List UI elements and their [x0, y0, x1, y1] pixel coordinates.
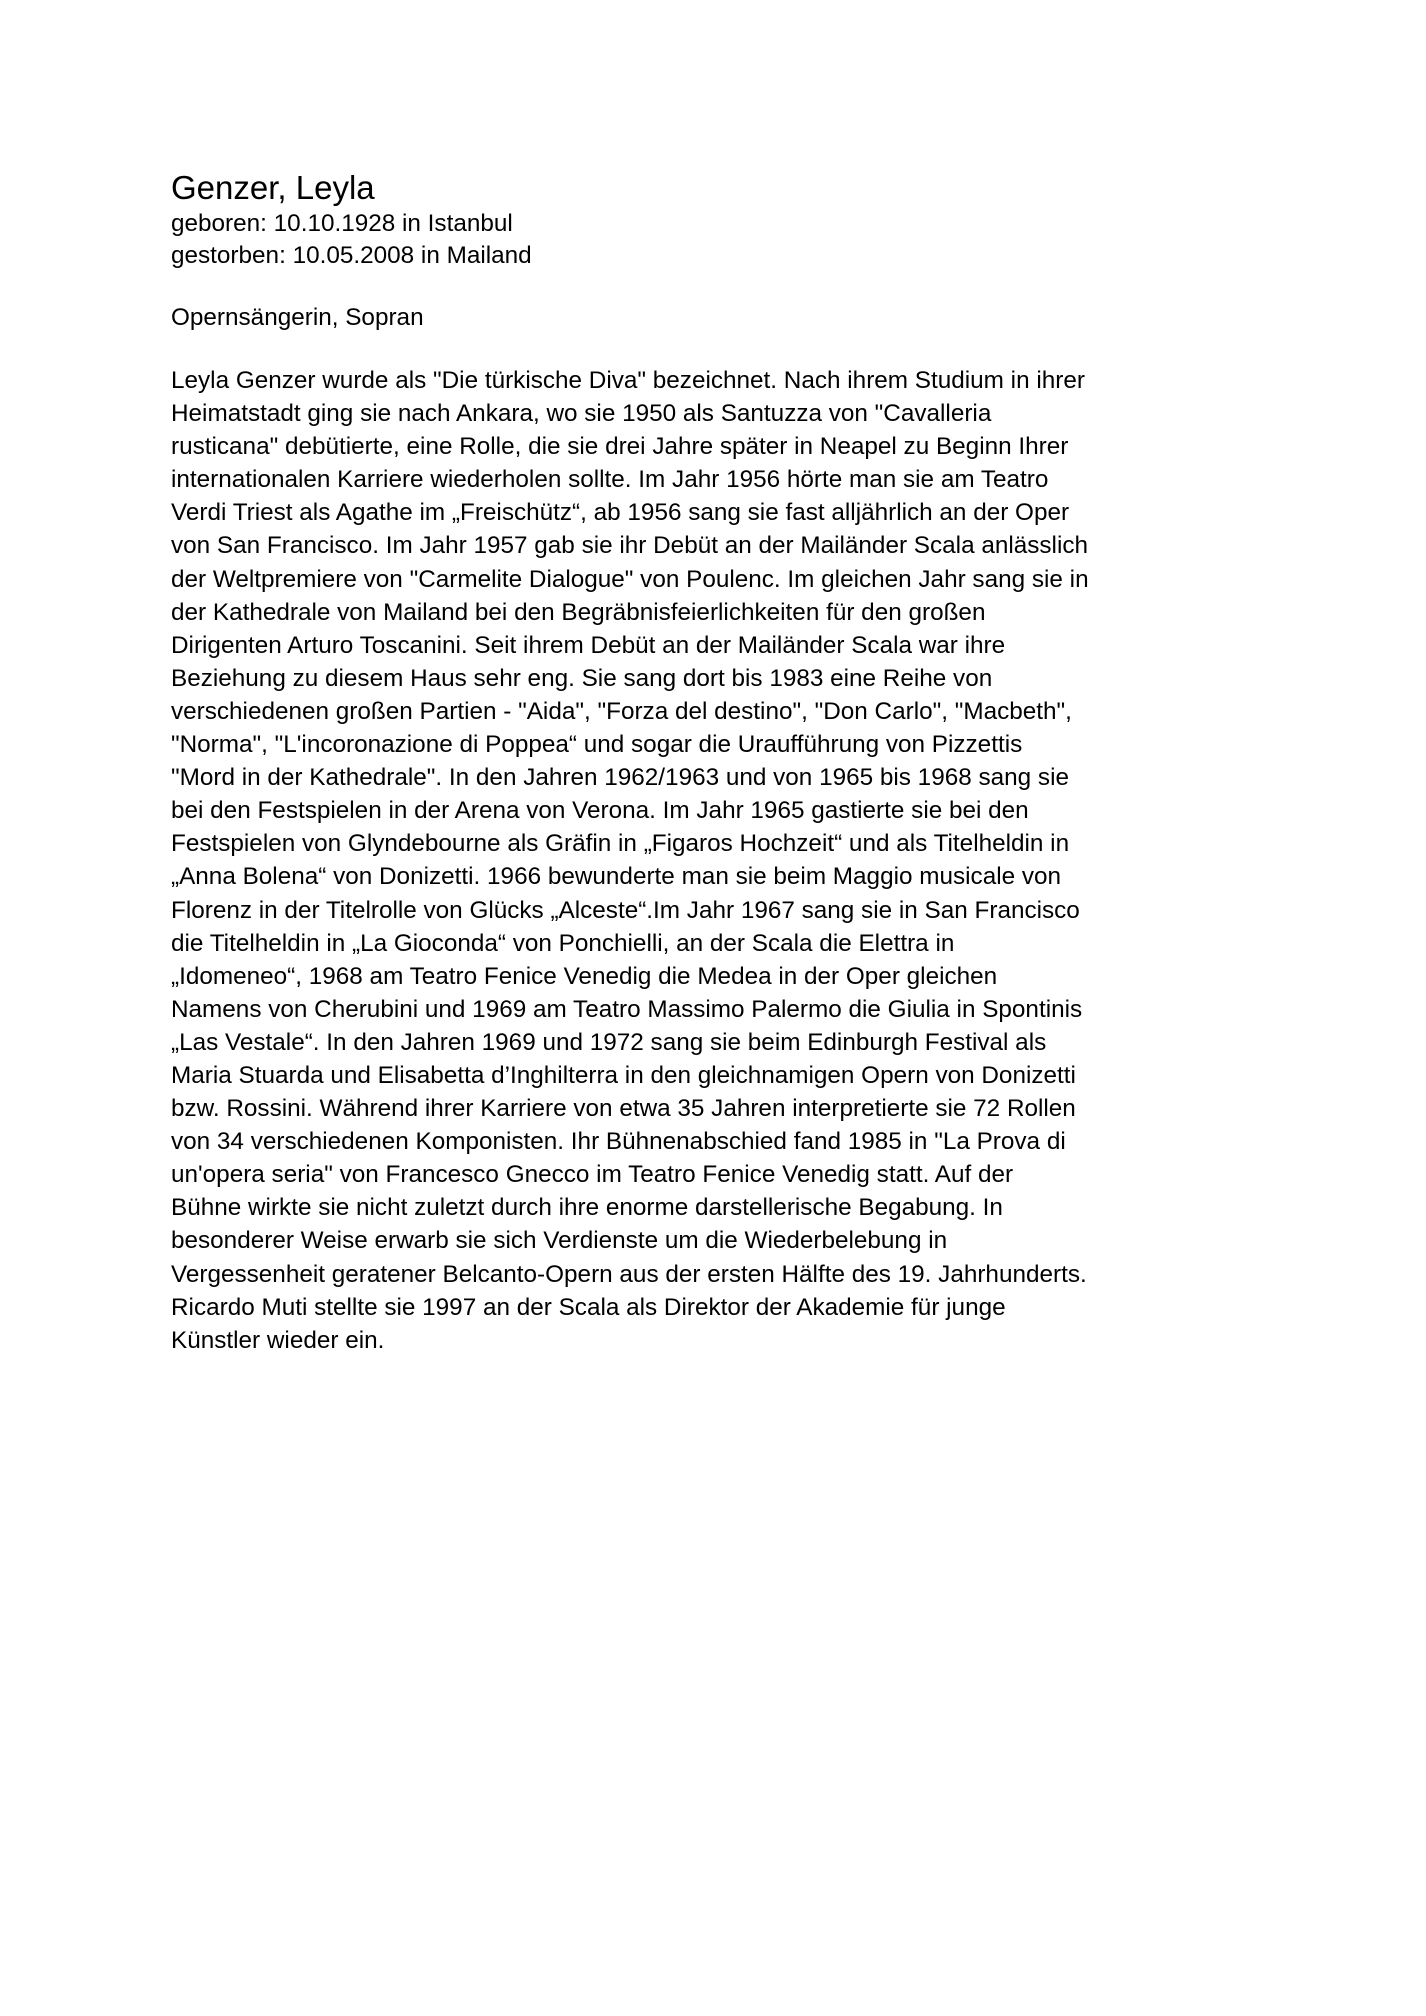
- biography-line: besonderer Weise erwarb sie sich Verdienste um die Wiederbelebung in: [171, 1227, 948, 1255]
- biography-line: bei den Festspielen in der Arena von Verona. Im Jahr 1965 gastierte sie bei den: [171, 797, 1029, 825]
- biography-line: internationalen Karriere wiederholen sollte. Im Jahr 1956 hörte man sie am Teatro: [171, 466, 1049, 494]
- biography-line: Namens von Cherubini und 1969 am Teatro Massimo Palermo die Giulia in Spontinis: [171, 995, 1083, 1023]
- biography-line: der Kathedrale von Mailand bei den Begräbnisfeierlichkeiten für den großen: [171, 598, 986, 626]
- biography-line: "Norma", "L'incoronazione di Poppea“ und sogar die Uraufführung von Pizzettis: [171, 731, 1023, 759]
- biography-line: Vergessenheit geratener Belcanto-Opern aus der ersten Hälfte des 19. Jahrhunderts.: [171, 1260, 1087, 1288]
- biography-line: Künstler wieder ein.: [171, 1326, 385, 1354]
- biography-line: bzw. Rossini. Während ihrer Karriere von etwa 35 Jahren interpretierte sie 72 Rollen: [171, 1095, 1076, 1123]
- biography-line: „Anna Bolena“ von Donizetti. 1966 bewunderte man sie beim Maggio musicale von: [171, 863, 1062, 891]
- biography-line: verschiedenen großen Partien - "Aida", "Forza del destino", "Don Carlo", "Macbeth",: [171, 697, 1072, 725]
- biography-line: Florenz in der Titelrolle von Glücks „Alceste“.Im Jahr 1967 sang sie in San Francisco: [171, 896, 1080, 924]
- biography-line: der Weltpremiere von "Carmelite Dialogue" von Poulenc. Im gleichen Jahr sang sie in: [171, 565, 1089, 593]
- biography-line: „Las Vestale“. In den Jahren 1969 und 1972 sang sie beim Edinburgh Festival als: [171, 1028, 1047, 1056]
- birth-info: geboren: 10.10.1928 in Istanbul: [171, 210, 513, 237]
- biography-line: von 34 verschiedenen Komponisten. Ihr Bühnenabschied fand 1985 in "La Prova di: [171, 1128, 1066, 1156]
- biography-line: Festspielen von Glyndebourne als Gräfin in „Figaros Hochzeit“ und als Titelheldin in: [171, 830, 1070, 858]
- biography-line: rusticana" debütierte, eine Rolle, die sie drei Jahre später in Neapel zu Beginn Ihrer: [171, 433, 1069, 461]
- biography-line: Leyla Genzer wurde als "Die türkische Diva" bezeichnet. Nach ihrem Studium in ihrer: [171, 367, 1085, 394]
- biography-line: Ricardo Muti stellte sie 1997 an der Scala als Direktor der Akademie für junge: [171, 1293, 1006, 1321]
- biography-line: un'opera seria" von Francesco Gnecco im Teatro Fenice Venedig statt. Auf der: [171, 1161, 1014, 1189]
- profession: Opernsängerin, Sopran: [171, 304, 424, 331]
- biography-line: die Titelheldin in „La Gioconda“ von Ponchielli, an der Scala die Elettra in: [171, 929, 955, 957]
- death-info: gestorben: 10.05.2008 in Mailand: [171, 242, 532, 269]
- biography-line: von San Francisco. Im Jahr 1957 gab sie ihr Debüt an der Mailänder Scala anlässlich: [171, 532, 1089, 560]
- biography-line: Dirigenten Arturo Toscanini. Seit ihrem Debüt an der Mailänder Scala war ihre: [171, 631, 1006, 659]
- biography-line: Beziehung zu diesem Haus sehr eng. Sie sang dort bis 1983 eine Reihe von: [171, 664, 993, 692]
- document-content: [171, 168, 1301, 1357]
- biography-line: Verdi Triest als Agathe im „Freischütz“, ab 1956 sang sie fast alljährlich an der Oper: [171, 499, 1070, 527]
- biography-line: Bühne wirkte sie nicht zuletzt durch ihre enorme darstellerische Begabung. In: [171, 1194, 1003, 1222]
- biography-line: "Mord in der Kathedrale". In den Jahren 1962/1963 und von 1965 bis 1968 sang sie: [171, 764, 1069, 792]
- person-name: Genzer, Leyla: [171, 169, 375, 206]
- biography-line: „Idomeneo“, 1968 am Teatro Fenice Venedig die Medea in der Oper gleichen: [171, 962, 998, 990]
- biography-line: Heimatstadt ging sie nach Ankara, wo sie 1950 als Santuzza von "Cavalleria: [171, 400, 992, 428]
- biography-text: [171, 364, 1301, 1357]
- biography-line: Maria Stuarda und Elisabetta d’Inghilterra in den gleichnamigen Opern von Donizetti: [171, 1061, 1076, 1089]
